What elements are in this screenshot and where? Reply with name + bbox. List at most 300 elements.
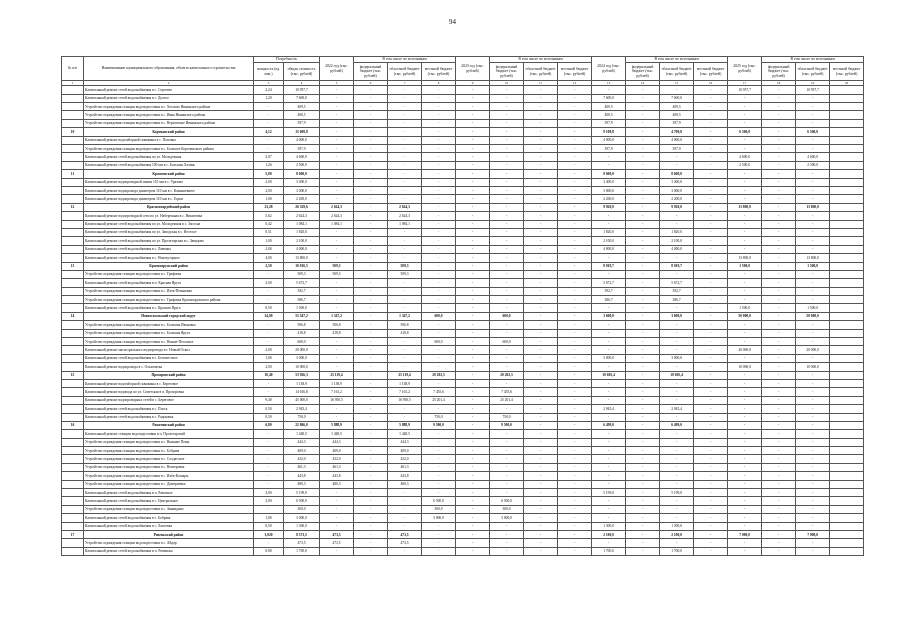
value-cell: 9,40 — [254, 396, 284, 404]
value-cell: - — [796, 547, 830, 555]
value-cell: 397,9 — [284, 119, 320, 127]
value-cell: - — [422, 463, 456, 471]
value-cell: - — [524, 228, 558, 236]
value-cell: - — [660, 212, 694, 220]
value-cell: - — [558, 312, 592, 320]
table-row — [62, 438, 864, 446]
value-cell: - — [558, 413, 592, 421]
row-number-cell — [62, 497, 84, 505]
value-cell: - — [422, 103, 456, 111]
value-cell: 10 957,7 — [728, 86, 762, 94]
value-cell: - — [762, 396, 796, 404]
value-cell: 14 616,8 — [284, 388, 320, 396]
row-number-cell: 11 — [62, 170, 84, 178]
value-cell: - — [762, 388, 796, 396]
value-cell: - — [762, 531, 796, 539]
object-name-cell: Капитальный ремонт водопроводных сетей в с. Береговое — [84, 396, 254, 404]
value-cell: - — [558, 203, 592, 211]
column-index-cell: 12 — [558, 81, 592, 86]
value-cell: - — [796, 539, 830, 547]
table-row — [62, 514, 864, 522]
header-sources-2024: В том числе по источникам — [626, 57, 728, 63]
value-cell: 2,00 — [254, 178, 284, 186]
value-cell: 4 600,0 — [728, 153, 762, 161]
value-cell: - — [558, 329, 592, 337]
value-cell: - — [422, 405, 456, 413]
value-cell: 392,7 — [284, 287, 320, 295]
value-cell: - — [354, 254, 388, 262]
row-number-cell: 12 — [62, 203, 84, 211]
row-number-cell — [62, 346, 84, 354]
row-number-cell — [62, 539, 84, 547]
value-cell: 2,00 — [254, 186, 284, 194]
value-cell: - — [320, 279, 354, 287]
value-cell: - — [388, 296, 422, 304]
value-cell: - — [490, 119, 524, 127]
value-cell: - — [728, 379, 762, 387]
value-cell: 386,7 — [284, 296, 320, 304]
value-cell: 2 200,0 — [284, 195, 320, 203]
value-cell: - — [728, 514, 762, 522]
value-cell: 2 500,0 — [284, 161, 320, 169]
value-cell: - — [728, 245, 762, 253]
value-cell: - — [592, 153, 626, 161]
value-cell: - — [762, 254, 796, 262]
value-cell: - — [388, 170, 422, 178]
value-cell: - — [490, 296, 524, 304]
value-cell: - — [422, 86, 456, 94]
value-cell: - — [254, 539, 284, 547]
value-cell: 1 084,1 — [320, 220, 354, 228]
column-index-cell: 15 — [660, 81, 694, 86]
value-cell: - — [490, 547, 524, 555]
value-cell: 0,51 — [254, 228, 284, 236]
value-cell — [830, 489, 864, 497]
value-cell — [830, 388, 864, 396]
value-cell: 600,0 — [490, 338, 524, 346]
value-cell: 13 800,0 — [728, 254, 762, 262]
value-cell: 1 448,5 — [320, 430, 354, 438]
value-cell: - — [694, 312, 728, 320]
value-cell: - — [592, 346, 626, 354]
value-cell: 418,8 — [284, 329, 320, 337]
value-cell: - — [388, 405, 422, 413]
object-name-cell: Капитальный ремонт сетей водоснабжения в с. Красная Яруга — [84, 304, 254, 312]
value-cell: - — [254, 111, 284, 119]
row-number-cell: 13 — [62, 262, 84, 270]
value-cell: - — [728, 136, 762, 144]
value-cell: - — [456, 472, 490, 480]
header-total-2022: 2022 год (тыс. рублей) — [320, 57, 354, 81]
value-cell: 750,0 — [422, 413, 456, 421]
value-cell: - — [796, 245, 830, 253]
value-cell: 2 624,3 — [388, 212, 422, 220]
value-cell: - — [762, 455, 796, 463]
value-cell: - — [728, 186, 762, 194]
value-cell: 8 600,0 — [284, 170, 320, 178]
value-cell: - — [660, 254, 694, 262]
value-cell: 1 138,9 — [320, 379, 354, 387]
table-row — [62, 497, 864, 505]
row-number-cell — [62, 480, 84, 488]
row-number-cell — [62, 254, 84, 262]
value-cell: - — [626, 153, 660, 161]
value-cell: - — [592, 379, 626, 387]
row-number-cell — [62, 186, 84, 194]
value-cell: 1,00 — [254, 195, 284, 203]
value-cell: - — [456, 178, 490, 186]
table-row — [62, 539, 864, 547]
value-cell: - — [796, 514, 830, 522]
value-cell: 0,50 — [254, 522, 284, 530]
table-row — [62, 119, 864, 127]
value-cell: - — [422, 321, 456, 329]
value-cell: 600,0 — [284, 338, 320, 346]
value-cell: - — [524, 363, 558, 371]
value-cell: - — [558, 396, 592, 404]
value-cell: - — [254, 472, 284, 480]
header-obl: областной бюджет (тыс. рублей) — [388, 63, 422, 81]
value-cell: - — [694, 388, 728, 396]
value-cell: - — [354, 220, 388, 228]
value-cell: 8 019,7 — [592, 262, 626, 270]
table-row — [62, 329, 864, 337]
row-number-cell — [62, 287, 84, 295]
value-cell: - — [388, 354, 422, 362]
value-cell: 1 500,0 — [796, 262, 830, 270]
value-cell: - — [490, 228, 524, 236]
value-cell: - — [762, 438, 796, 446]
value-cell: - — [626, 94, 660, 102]
value-cell: - — [354, 128, 388, 136]
value-cell: 0,80 — [254, 547, 284, 555]
value-cell: 2 500,0 — [728, 161, 762, 169]
value-cell: - — [354, 354, 388, 362]
header-name: Наименование муниципального образования, объекта капитального строительства — [84, 57, 254, 81]
value-cell: 20 202,5 — [490, 371, 524, 379]
value-cell: - — [626, 455, 660, 463]
value-cell: - — [524, 111, 558, 119]
value-cell: - — [422, 212, 456, 220]
value-cell: - — [796, 522, 830, 530]
value-cell: - — [660, 86, 694, 94]
value-cell: - — [660, 447, 694, 455]
value-cell: - — [524, 463, 558, 471]
value-cell: 409,0 — [320, 447, 354, 455]
value-cell: - — [320, 363, 354, 371]
row-number-cell: 10 — [62, 128, 84, 136]
object-name-cell: Капитальный ремонт сетей водоснабжения в с. Плота — [84, 405, 254, 413]
value-cell: - — [422, 296, 456, 304]
header-num: № п/п — [62, 57, 84, 81]
value-cell: - — [524, 413, 558, 421]
value-cell: - — [694, 262, 728, 270]
value-cell: - — [456, 212, 490, 220]
value-cell: - — [558, 94, 592, 102]
value-cell: - — [626, 531, 660, 539]
value-cell: - — [728, 111, 762, 119]
object-name-cell: Устройство ограждения станции водоподготовки в с. Нижне-Песочное — [84, 338, 254, 346]
value-cell: 7 455,6 — [490, 388, 524, 396]
value-cell: - — [762, 94, 796, 102]
value-cell: - — [524, 245, 558, 253]
value-cell: - — [558, 463, 592, 471]
value-cell: 397,9 — [592, 145, 626, 153]
value-cell: - — [728, 539, 762, 547]
value-cell: - — [422, 245, 456, 253]
value-cell: - — [558, 388, 592, 396]
value-cell: - — [762, 371, 796, 379]
value-cell: 3,020 — [254, 531, 284, 539]
value-cell — [830, 363, 864, 371]
row-number-cell — [62, 354, 84, 362]
value-cell: - — [388, 111, 422, 119]
value-cell: - — [354, 296, 388, 304]
value-cell: - — [456, 312, 490, 320]
value-cell: - — [254, 505, 284, 513]
value-cell: - — [456, 539, 490, 547]
header-fed: федеральный бюджет (тыс. рублей) — [354, 63, 388, 81]
value-cell: - — [456, 170, 490, 178]
value-cell: 409,5 — [660, 103, 694, 111]
value-cell: 10 016,5 — [284, 262, 320, 270]
value-cell: 2 100,0 — [660, 237, 694, 245]
value-cell: - — [728, 321, 762, 329]
value-cell: - — [694, 203, 728, 211]
value-cell: - — [558, 338, 592, 346]
value-cell: - — [524, 472, 558, 480]
table-row — [62, 405, 864, 413]
header-fed: федеральный бюджет (тыс. рублей) — [626, 63, 660, 81]
value-cell — [830, 103, 864, 111]
value-cell: - — [354, 161, 388, 169]
value-cell: - — [558, 119, 592, 127]
value-cell: - — [796, 329, 830, 337]
column-index-cell: 6 — [354, 81, 388, 86]
table-row — [62, 212, 864, 220]
table-row — [62, 94, 864, 102]
value-cell: - — [422, 287, 456, 295]
row-number-cell — [62, 270, 84, 278]
value-cell: - — [762, 547, 796, 555]
value-cell: - — [422, 161, 456, 169]
table-row — [62, 103, 864, 111]
header-total-cost: общая стоимость (тыс. рублей) — [284, 63, 320, 81]
value-cell: 509,3 — [320, 262, 354, 270]
row-number-cell — [62, 405, 84, 413]
object-name-cell: Устройство ограждения станции водоподготовки в с. Графовка Краснояружского района — [84, 296, 254, 304]
value-cell: - — [558, 296, 592, 304]
value-cell: - — [456, 396, 490, 404]
value-cell: - — [558, 128, 592, 136]
value-cell: - — [456, 270, 490, 278]
value-cell: - — [592, 321, 626, 329]
value-cell: 25 119,4 — [320, 371, 354, 379]
value-cell: - — [490, 178, 524, 186]
value-cell: - — [354, 186, 388, 194]
value-cell: 473,5 — [320, 539, 354, 547]
value-cell: 5 199,0 — [660, 489, 694, 497]
value-cell: - — [354, 346, 388, 354]
value-cell: - — [694, 497, 728, 505]
value-cell: - — [762, 237, 796, 245]
value-cell — [830, 153, 864, 161]
value-cell: - — [762, 338, 796, 346]
value-cell: - — [456, 338, 490, 346]
object-name-cell: Устройство ограждения станции водоподготовки в с. Илёк-Кошары — [84, 472, 254, 480]
value-cell: 2 200,0 — [592, 195, 626, 203]
value-cell: 4,12 — [254, 128, 284, 136]
value-cell: - — [762, 178, 796, 186]
value-cell: - — [456, 161, 490, 169]
value-cell — [830, 119, 864, 127]
value-cell: - — [524, 354, 558, 362]
value-cell: - — [320, 111, 354, 119]
value-cell: 1,20 — [254, 94, 284, 102]
value-cell: 5 672,7 — [284, 279, 320, 287]
value-cell: 1 300,0 — [660, 522, 694, 530]
value-cell: - — [388, 514, 422, 522]
header-total-2024: 2024 год (тыс. рублей) — [592, 57, 626, 81]
value-cell: - — [524, 379, 558, 387]
table-row — [62, 505, 864, 513]
value-cell: - — [354, 94, 388, 102]
value-cell: 1 820,0 — [284, 228, 320, 236]
object-name-cell: Краснояружский район — [84, 262, 254, 270]
value-cell: - — [660, 304, 694, 312]
value-cell: - — [422, 489, 456, 497]
value-cell: - — [354, 463, 388, 471]
table-row — [62, 489, 864, 497]
value-cell: 600,0 — [490, 312, 524, 320]
value-cell: - — [490, 270, 524, 278]
value-cell: 418,8 — [320, 329, 354, 337]
object-name-cell: Капитальный ремонт водозаборной скважины в с. Поповка — [84, 136, 254, 144]
value-cell: 4 000,0 — [592, 136, 626, 144]
value-cell: - — [694, 103, 728, 111]
value-cell: - — [694, 111, 728, 119]
column-index-cell: 13 — [592, 81, 626, 86]
value-cell: 392,7 — [660, 287, 694, 295]
value-cell: - — [762, 472, 796, 480]
value-cell: - — [660, 220, 694, 228]
value-cell: - — [694, 195, 728, 203]
value-cell: - — [694, 514, 728, 522]
value-cell: - — [524, 103, 558, 111]
value-cell: 8 573,5 — [284, 531, 320, 539]
value-cell — [830, 447, 864, 455]
value-cell: 1 500,0 — [284, 304, 320, 312]
table-row — [62, 161, 864, 169]
value-cell: 1 820,0 — [660, 228, 694, 236]
value-cell: - — [796, 497, 830, 505]
value-cell: - — [490, 329, 524, 337]
object-name-cell: Ровеньский район — [84, 531, 254, 539]
value-cell: - — [320, 186, 354, 194]
value-cell: - — [626, 287, 660, 295]
column-index-cell: 16 — [694, 81, 728, 86]
value-cell: 7 000,0 — [796, 531, 830, 539]
value-cell — [830, 203, 864, 211]
value-cell: 600,0 — [422, 338, 456, 346]
value-cell: - — [558, 547, 592, 555]
budget-table-sheet — [61, 56, 861, 556]
value-cell: - — [320, 522, 354, 530]
value-cell: 10 605,4 — [660, 371, 694, 379]
value-cell: - — [592, 220, 626, 228]
value-cell: - — [354, 153, 388, 161]
value-cell: - — [320, 228, 354, 236]
value-cell: 750,0 — [284, 413, 320, 421]
value-cell: 1 448,5 — [284, 430, 320, 438]
value-cell: - — [490, 539, 524, 547]
header-total-2025: 2025 год (тыс. рублей) — [728, 57, 762, 81]
value-cell: - — [354, 203, 388, 211]
value-cell: - — [422, 128, 456, 136]
value-cell — [830, 312, 864, 320]
value-cell: 13 800,0 — [284, 254, 320, 262]
value-cell: - — [490, 103, 524, 111]
value-cell: - — [660, 539, 694, 547]
value-cell: 2,00 — [254, 346, 284, 354]
value-cell: - — [354, 396, 388, 404]
value-cell: - — [354, 329, 388, 337]
value-cell: - — [592, 480, 626, 488]
value-cell: - — [354, 262, 388, 270]
value-cell: - — [660, 438, 694, 446]
value-cell: - — [694, 547, 728, 555]
value-cell: - — [762, 103, 796, 111]
value-cell: - — [388, 522, 422, 530]
value-cell: 50 000,0 — [796, 312, 830, 320]
value-cell: - — [762, 354, 796, 362]
value-cell: - — [254, 321, 284, 329]
value-cell: - — [388, 245, 422, 253]
value-cell: - — [728, 170, 762, 178]
value-cell: - — [456, 531, 490, 539]
value-cell: - — [388, 489, 422, 497]
value-cell: - — [558, 489, 592, 497]
value-cell: - — [796, 371, 830, 379]
object-name-cell: Капитальный ремонт сетей водоснабжения в с. Центральное — [84, 497, 254, 505]
value-cell: - — [456, 329, 490, 337]
value-cell — [830, 128, 864, 136]
value-cell: - — [524, 153, 558, 161]
value-cell: - — [660, 505, 694, 513]
value-cell: 397,9 — [284, 145, 320, 153]
value-cell: - — [728, 480, 762, 488]
value-cell: - — [626, 254, 660, 262]
value-cell: - — [524, 212, 558, 220]
value-cell: - — [354, 447, 388, 455]
value-cell: - — [422, 254, 456, 262]
value-cell: - — [796, 405, 830, 413]
value-cell: 7 000,0 — [728, 531, 762, 539]
value-cell: - — [388, 279, 422, 287]
value-cell: - — [626, 514, 660, 522]
object-name-cell: Устройство ограждения станции водоподготовки в с. Зинаидино — [84, 505, 254, 513]
value-cell: - — [660, 413, 694, 421]
table-row — [62, 379, 864, 387]
row-number-cell — [62, 86, 84, 94]
object-name-cell: Капитальный ремонт сетей водоснабжения 100 мм в с. Большая Халань — [84, 161, 254, 169]
value-cell: - — [456, 455, 490, 463]
value-cell: 392,7 — [592, 287, 626, 295]
value-cell: - — [694, 279, 728, 287]
value-cell: 7 161,2 — [388, 388, 422, 396]
value-cell: - — [524, 371, 558, 379]
value-cell: - — [254, 447, 284, 455]
